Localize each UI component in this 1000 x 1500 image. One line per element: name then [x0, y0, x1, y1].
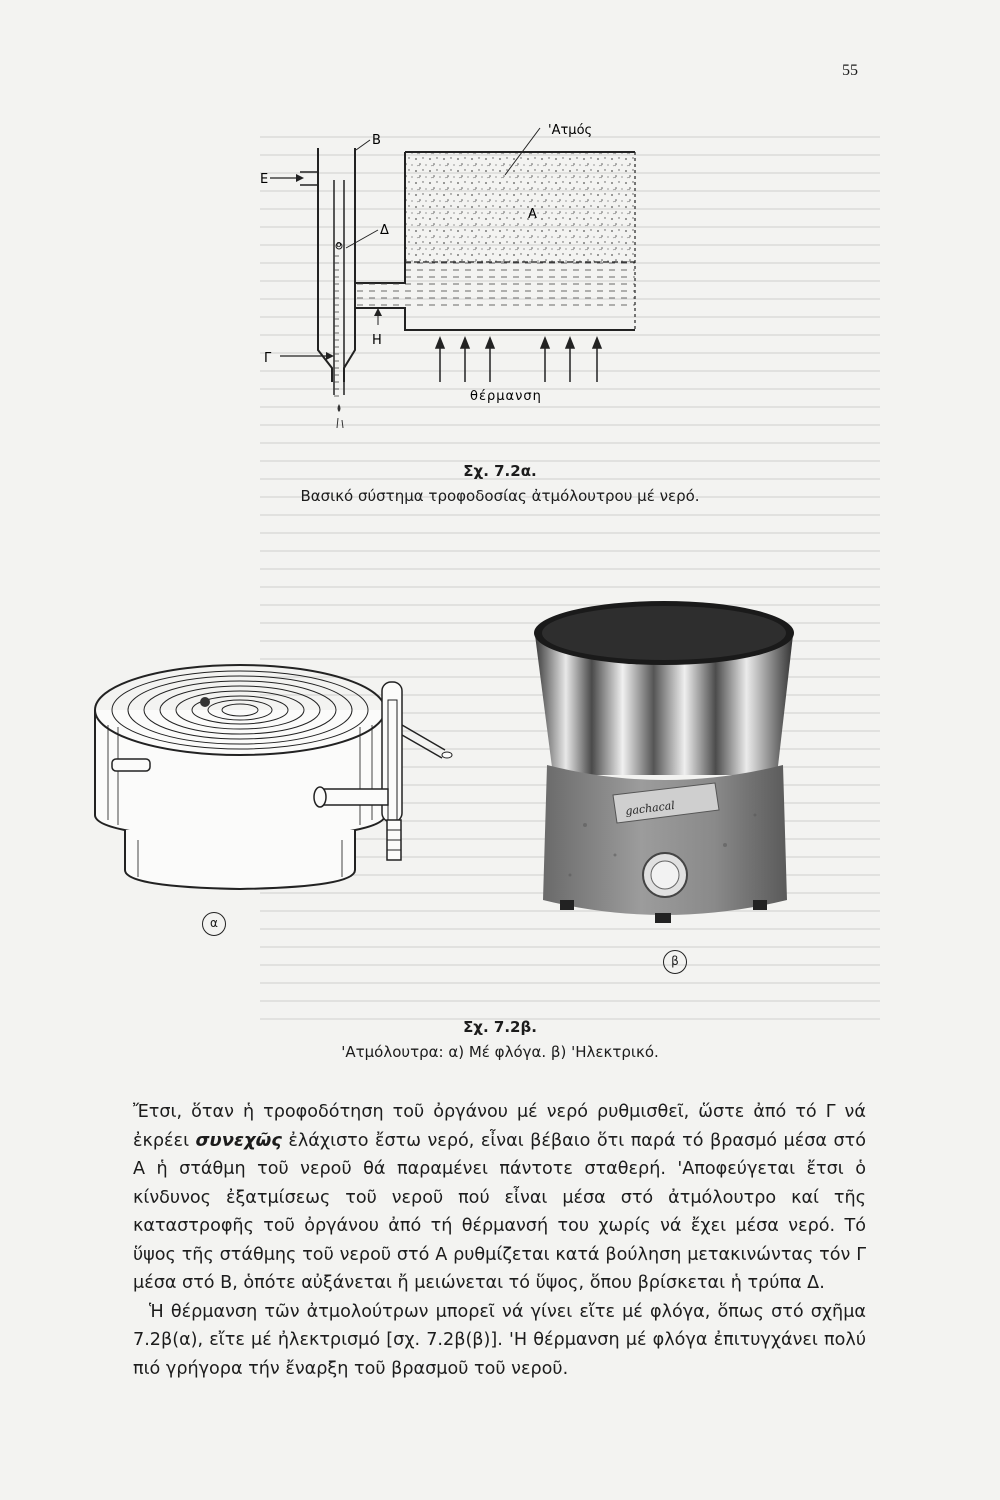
label-d: Δ [380, 223, 389, 238]
flame-steam-bath-drawing [80, 655, 480, 940]
steam-space [405, 152, 635, 262]
figure-7-2a-caption-text: Βασικό σύστημα τροφοδοσίας ἀτμόλουτρου μέ νερό. [300, 487, 700, 505]
figure-7-2b-caption-text: 'Ατμόλουτρα: α) Μέ φλόγα. β) 'Ηλεκτρικό. [341, 1043, 659, 1061]
body-text [133, 1098, 866, 1383]
label-atmos: 'Ατμός [548, 123, 593, 138]
label-o: o [336, 240, 342, 250]
figure-7-2a-diagram [260, 120, 660, 450]
paragraph-2: Ἡ θέρμανση τῶν ἀτμολούτρων μπορεῖ νά γίνει εἴτε μέ φλόγα, ὅπως στό σχῆμα 7.2β(α), εἴτε μέ ἠλεκτρισμό [σχ. 7.2β(β)]. 'Η θέρμανση μέ φλόγα ἐπιτυγχάνει πολύ πιό γρήγορα τήν ἔναρξη τοῦ βρασμοῦ τοῦ νεροῦ. [133, 1301, 866, 1379]
brand-label: gachacal [624, 798, 676, 818]
paragraph-1-rest: ἐλάχιστο ἔστω νερό, εἶναι βέβαιο ὅτι παρά τό βρασμό μέσα στό Α ἡ στάθμη τοῦ νεροῦ θά παραμένει πάντοτε σταθερή. 'Αποφεύγεται ἔτσι ὁ κίνδυνος ἐξατμίσεως τοῦ νεροῦ πού εἶναι μέσα στό ἀτμόλουτρο καί τῆς καταστροφῆς τοῦ ὀργάνου ἀπό τή θέρμανσή του χωρίς νά ἔχει μέσα νερό. Τό ὕψος τῆς στάθμης τοῦ νεροῦ στό Α ρυθμίζεται κατά βούληση μετακινώντας τόν Γ μέσα στό Β, ὁπότε αὐξάνεται ἤ μειώνεται τό ὕψος, ὅπου βρίσκεται ἡ τρύπα Δ. [133, 1130, 866, 1293]
label-h: H [372, 333, 382, 348]
paragraph-1 [133, 1098, 866, 1298]
emphasis-word: συνεχῶς [195, 1129, 282, 1151]
water-region [405, 262, 635, 308]
figure-label-b: β [663, 950, 687, 974]
label-heating: θέρμανση [470, 389, 542, 404]
figure-7-2b-caption-title: Σχ. 7.2β. [463, 1018, 537, 1036]
label-e: E [260, 172, 269, 187]
figure-label-a: α [202, 912, 226, 936]
label-g: Γ [264, 351, 272, 366]
paragraph-1-start: Ἔτσι, ὅταν ἡ τροφοδότηση τοῦ ὀργάνου μέ νερό ρυθμισθεῖ, ὥστε ἀπό τό Γ νά ἐκρέει [133, 1102, 866, 1151]
figure-7-2a-caption-title: Σχ. 7.2α. [463, 462, 537, 480]
electric-steam-bath-photo [525, 595, 805, 955]
page-number: 55 [842, 62, 858, 79]
label-a: A [528, 207, 537, 222]
label-b: B [372, 133, 381, 148]
